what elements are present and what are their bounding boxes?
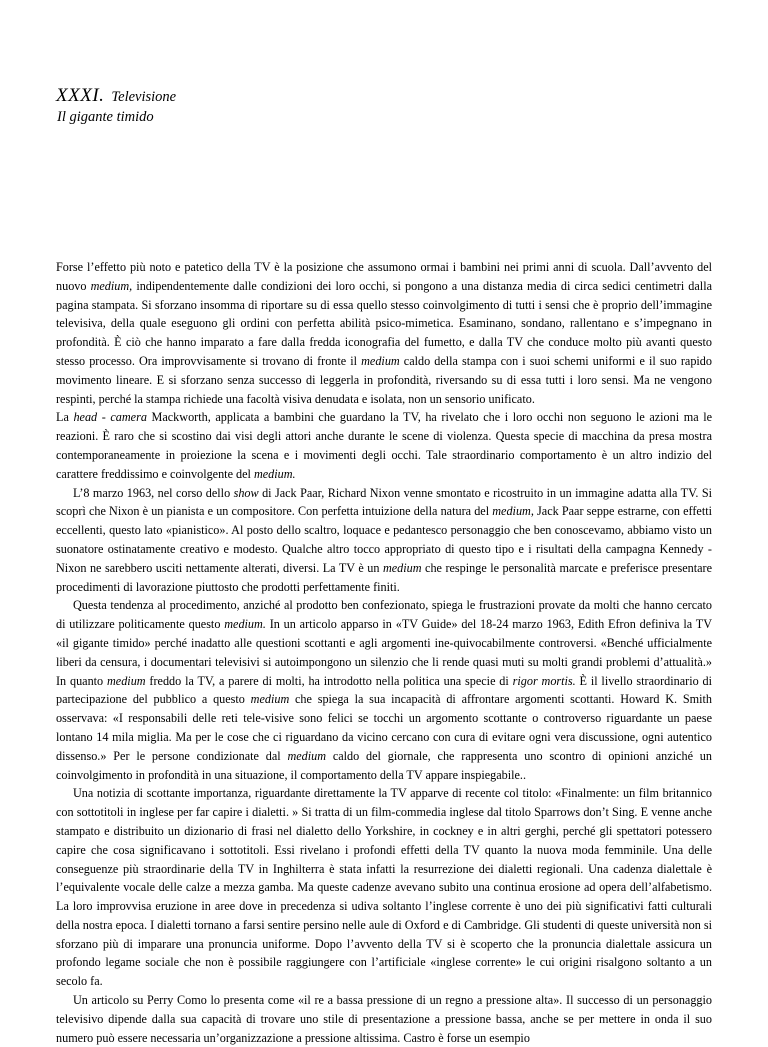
text-run: caldo della stampa con i suoi schemi uniformi e il suo rapido movimento lineare. E si sforzano senza successo di leggerla in profondità, riversando su di essa tutti i loro sensi. Ma ne vengono respinti, perché la stampa richiede una facoltà visiva denudata e isolata, non un sensorio unificato. <box>56 353 712 406</box>
italic-term: medium, <box>492 504 534 519</box>
text-run: Un articolo su Perry Como lo presenta come «il re a bassa pressione di un regno a pressione alta». Il successo di un personaggio televisivo dipende dalla sua capacità di trovare uno stile di presentazione a pressione bassa, anche se per mettere in onda il suo numero può essere necessaria un’organizzazione a pressione altissima. Castro è forse un esempio <box>56 993 712 1045</box>
paragraph <box>56 258 712 408</box>
text-run: Una notizia di scottante importanza, riguardante direttamente la TV apparve di recente col titolo: «Finalmente: un film britannico con sottotitoli in inglese per far capire i dialetti. » Si tratta di un film-commedia inglese dal titolo Sparrows don’t Sing. E venne anche stampato e distribuito un dizionario di frasi nel dialetto dello Yorkshire, in cockney e in altri gerghi, perché gli spettatori potessero capire che cosa significavano i sottotitoli. Essi rivelano i profondi effetti della TV quanto la nuova moda femminile. Una delle conseguenze più straordinarie della TV in Inghilterra è stata infatti la resurrezione dei dialetti regionali. Una cadenza dialettale è l’equivalente vocale delle calze a mezza gamba. Ma queste cadenze avevano subito una continua erosione ad opera dell’alfabetismo. La loro improvvisa eruzione in aree dove in precedenza si udiva soltanto l’inglese corrente è uno dei più significativi fatti culturali della nostra epoca. I dialetti tornano a farsi sentire persino nelle aule di Oxford e di Cambridge. Gli studenti di queste università non si sforzano più di imparare una pronuncia uniforme. Dopo l’avvento della TV si è scoperto che la pronuncia dialettale assicura un profondo legame sociale che non è possibile raggiungere con l’artificiale «inglese corrente» le cui origini risalgono soltanto a un secolo fa. <box>56 786 712 989</box>
paragraph <box>56 596 712 784</box>
text-run: La <box>56 410 74 425</box>
chapter-heading <box>56 86 176 127</box>
body-text <box>56 258 712 1047</box>
chapter-number: XXXI. <box>56 85 105 106</box>
paragraph <box>56 408 712 483</box>
italic-term: medium <box>382 560 422 575</box>
text-run: di Jack Paar, Richard Nixon venne smontato e ricostruito in un immagine adatta alla TV. Si scoprì che Nixon è un pianista e un compositore. Con perfetta intuizione della natura del <box>56 485 712 519</box>
text-run: che spiega la sua incapacità di affrontare argomenti scottanti. Howard K. Smith osservava: «I responsabili delle reti tele-visive sono felici se tocchi un argomento scottante o controverso riguardante un paese lontano 14 mila miglia. Ma per le cose che ci riguardano da vicino cercano con cura di evitare ogni vera discussione, ogni autentico dissenso.» Per le persone condizionate dal <box>56 692 712 763</box>
italic-term: medium <box>250 692 290 707</box>
italic-term: head - camera <box>73 410 147 425</box>
italic-term: medium <box>107 673 146 688</box>
text-run: È il livello straordinario di partecipazione del pubblico a questo <box>56 673 712 707</box>
text-run: Forse l’effetto più noto e patetico della TV è la posizione che assumono ormai i bambini nei primi anni di scuola. Dall’avvento del nuovo <box>56 260 712 293</box>
text-run: L’8 marzo 1963, nel corso dello <box>73 485 234 500</box>
text-run: caldo del giornale, che rappresenta uno scontro di opinioni anziché un coinvolgimento in profondità in una situazione, il comportamento della TV appare inspiegabile.. <box>56 748 712 782</box>
text-run: Questa tendenza al procedimento, anziché al prodotto ben confezionato, spiega le frustrazioni provate da molti che hanno cercato di utilizzare politicamente questo <box>56 598 712 632</box>
paragraph <box>56 784 712 991</box>
chapter-subtitle: Il gigante timido <box>57 109 154 125</box>
chapter-title-line <box>56 86 176 107</box>
italic-term: rigor mortis. <box>512 673 576 688</box>
paragraph <box>56 484 712 597</box>
text-run: freddo la TV, a parere di molti, ha introdotto nella politica una specie di <box>145 673 513 688</box>
italic-term: medium, <box>90 278 133 293</box>
text-run: indipendentemente dalle condizioni dei loro occhi, si pongono a una distanza media di circa sedici centimetri dalla pagina stampata. Si sforzano insomma di riportare su di essa quello stesso coinvolgimento di tutti i sensi che è proprio dell’immagine televisiva, della quale eseguono gli ordini con perfetta abilità psico-mimetica. Esaminano, sondano, rallentano e s’impegnano in profondità. È ciò che hanno imparato a fare dalla fredda iconografia del fumetto, e dalla TV che conduce molto più avanti questo stesso processo. Ora improvvisamente si trovano di fronte il <box>56 278 712 368</box>
italic-term: medium <box>361 353 400 368</box>
italic-term: show <box>233 485 259 500</box>
italic-term: medium. <box>224 617 266 632</box>
text-run: In un articolo apparso in «TV Guide» del 18-24 marzo 1963, Edith Efron definiva la TV «il gigante timido» perché inadatto alle questioni scottanti e agli argomenti ine-quivocabilmente controversi. «Benché ufficialmente liberi da censura, i documentari televisivi si autoimpongono un silenzio che li rende quasi muti su molti grandi problemi d’attualità.» In quanto <box>56 617 712 688</box>
italic-term: medium. <box>253 466 296 481</box>
text-run: Mackworth, applicata a bambini che guardano la TV, ha rivelato che i loro occhi non seguono le azioni ma le reazioni. È raro che si scostino dai visi degli attori anche durante le scene di violenza. Questa specie di macchina da presa mostra contemporaneamente in proiezione la scena e i movimenti degli occhi. Tale straordinario comportamento è un altro indizio del carattere freddissimo e coinvolgente del <box>56 410 712 481</box>
italic-term: medium <box>287 748 327 763</box>
chapter-title: Televisione <box>111 89 177 105</box>
text-run: che respinge le personalità marcate e preferisce presentare procedimenti di lavorazione piuttosto che prodotti perfettamente finiti. <box>56 560 713 594</box>
paragraph <box>56 991 712 1047</box>
text-run: Jack Paar seppe estrarne, con effetti eccellenti, questo lato «pianistico». Al posto dello scaltro, loquace e pedantesco personaggio che ben conoscevamo, abbiamo visto un suonatore ostinatamente creativo e modesto. Qualche altro tocco appropriato di questo tipo e i risultati della campagna Kennedy - Nixon ne sarebbero usciti nettamente alterati, diversi. La TV è un <box>56 504 712 575</box>
